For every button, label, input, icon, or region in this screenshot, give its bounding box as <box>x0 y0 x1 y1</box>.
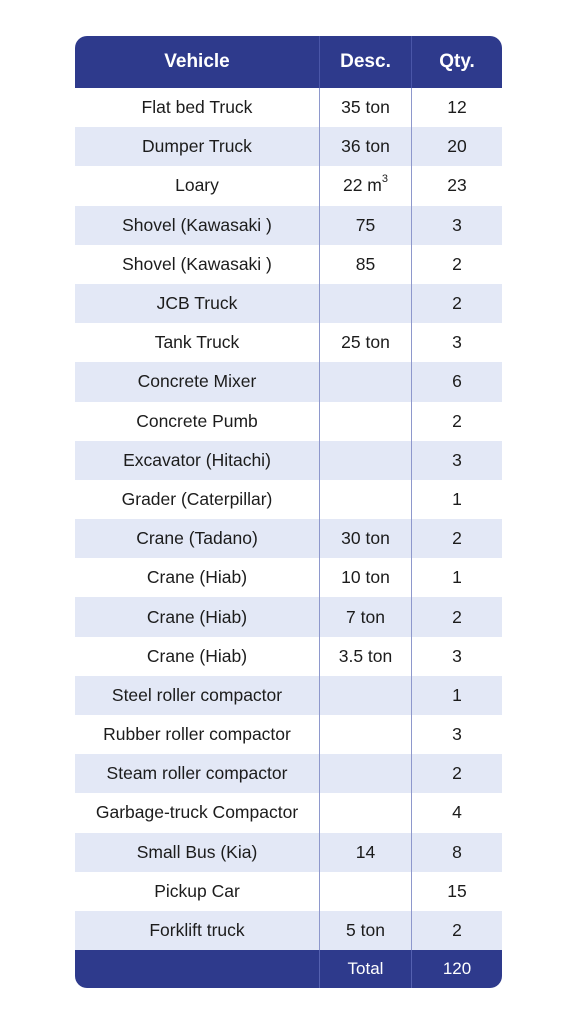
header-qty: Qty. <box>411 36 502 88</box>
cell-qty: 2 <box>411 245 502 284</box>
cell-desc-text: 10 ton <box>341 567 390 588</box>
table-row <box>75 754 502 793</box>
cell-desc-text: 7 ton <box>346 606 385 627</box>
cell-qty: 2 <box>411 597 502 636</box>
cell-vehicle: Rubber roller compactor <box>103 724 291 745</box>
table-row <box>75 715 502 754</box>
cell-desc <box>319 597 411 636</box>
cell-vehicle: Shovel (Kawasaki ) <box>122 214 272 235</box>
cell-vehicle: Crane (Hiab) <box>146 645 248 666</box>
cell-desc <box>319 402 411 441</box>
cell-vehicle: JCB Truck <box>156 293 238 314</box>
cell-qty: 2 <box>411 911 502 950</box>
table-row <box>75 597 502 636</box>
cell-vehicle: Forklift truck <box>149 920 245 941</box>
cell-qty: 2 <box>411 519 502 558</box>
cell-vehicle: Concrete Pumb <box>136 410 258 431</box>
table-row <box>75 166 502 205</box>
cell-vehicle: Concrete Mixer <box>137 371 257 392</box>
cell-desc <box>319 323 411 362</box>
cell-vehicle: Shovel (Kawasaki ) <box>122 253 272 274</box>
cell-desc <box>319 245 411 284</box>
cell-vehicle: Flat bed Truck <box>141 97 253 118</box>
cell-qty: 1 <box>411 676 502 715</box>
table-row <box>75 206 502 245</box>
cell-qty: 3 <box>411 441 502 480</box>
cell-qty: 3 <box>411 323 502 362</box>
cell-qty: 1 <box>411 480 502 519</box>
cell-desc <box>319 284 411 323</box>
table-row <box>75 362 502 401</box>
cell-desc-text: 75 <box>355 214 376 235</box>
cell-desc <box>319 754 411 793</box>
cell-desc <box>319 833 411 872</box>
cell-desc <box>319 637 411 676</box>
cell-vehicle: Crane (Hiab) <box>146 606 248 627</box>
cell-desc <box>319 166 411 205</box>
table-row <box>75 127 502 166</box>
cell-vehicle: Excavator (Hitachi) <box>123 449 271 470</box>
cell-desc <box>319 911 411 950</box>
table-row <box>75 519 502 558</box>
cell-desc <box>319 206 411 245</box>
header-vehicle: Vehicle <box>164 51 230 72</box>
table-row <box>75 833 502 872</box>
table-row <box>75 793 502 832</box>
cell-qty: 20 <box>411 127 502 166</box>
cell-vehicle: Loary <box>175 175 219 196</box>
cell-vehicle: Crane (Hiab) <box>146 567 248 588</box>
cell-vehicle: Grader (Caterpillar) <box>121 488 273 509</box>
cell-desc-text: 30 ton <box>341 528 390 549</box>
vehicle-table <box>75 36 502 988</box>
cell-vehicle: Steel roller compactor <box>111 684 283 705</box>
footer-total-value: 120 <box>411 950 502 988</box>
table-header <box>75 36 502 88</box>
cell-qty: 3 <box>411 637 502 676</box>
table-row <box>75 402 502 441</box>
cell-qty: 12 <box>411 88 502 127</box>
table-row <box>75 323 502 362</box>
cell-qty: 6 <box>411 362 502 401</box>
cell-qty: 23 <box>411 166 502 205</box>
table-row <box>75 676 502 715</box>
cell-desc <box>319 872 411 911</box>
table-row <box>75 872 502 911</box>
cell-desc <box>319 362 411 401</box>
cell-vehicle: Pickup Car <box>154 880 240 901</box>
cell-desc-text: 14 <box>355 841 376 862</box>
table-row <box>75 637 502 676</box>
footer-total-label: Total <box>319 950 411 988</box>
cell-desc-text: 35 ton <box>341 97 390 118</box>
cell-vehicle: Crane (Tadano) <box>136 528 258 549</box>
cell-qty: 8 <box>411 833 502 872</box>
header-desc: Desc. <box>319 36 411 88</box>
cell-desc <box>319 88 411 127</box>
cell-vehicle: Small Bus (Kia) <box>136 841 258 862</box>
table-row <box>75 245 502 284</box>
table-footer <box>75 950 502 988</box>
table-body <box>75 88 502 950</box>
cell-desc <box>319 715 411 754</box>
footer-empty <box>75 950 319 988</box>
cell-qty: 4 <box>411 793 502 832</box>
cell-vehicle: Dumper Truck <box>142 136 252 157</box>
table-row <box>75 88 502 127</box>
cell-qty: 3 <box>411 715 502 754</box>
table-row <box>75 480 502 519</box>
cell-desc <box>319 519 411 558</box>
cell-vehicle: Garbage-truck Compactor <box>95 802 299 823</box>
cell-qty: 1 <box>411 558 502 597</box>
cell-qty: 2 <box>411 284 502 323</box>
table-row <box>75 441 502 480</box>
cell-desc-text: 25 ton <box>341 332 390 353</box>
cell-desc-text: 85 <box>355 253 376 274</box>
cell-qty: 2 <box>411 754 502 793</box>
cell-qty: 3 <box>411 206 502 245</box>
cell-desc <box>319 558 411 597</box>
cell-desc-text: 22 m <box>342 175 382 196</box>
cell-vehicle: Tank Truck <box>154 332 240 353</box>
table-row <box>75 558 502 597</box>
cell-desc <box>319 127 411 166</box>
cell-desc <box>319 441 411 480</box>
cell-qty: 15 <box>411 872 502 911</box>
cell-desc-text: 36 ton <box>341 136 390 157</box>
table-row <box>75 911 502 950</box>
table-row <box>75 284 502 323</box>
cell-desc <box>319 793 411 832</box>
cell-desc-text: 5 ton <box>346 920 385 941</box>
cell-desc <box>319 676 411 715</box>
cell-vehicle: Steam roller compactor <box>106 763 288 784</box>
cell-desc <box>319 480 411 519</box>
cell-qty: 2 <box>411 402 502 441</box>
cell-desc-superscript: 3 <box>381 172 389 185</box>
cell-desc-text: 3.5 ton <box>338 645 393 666</box>
